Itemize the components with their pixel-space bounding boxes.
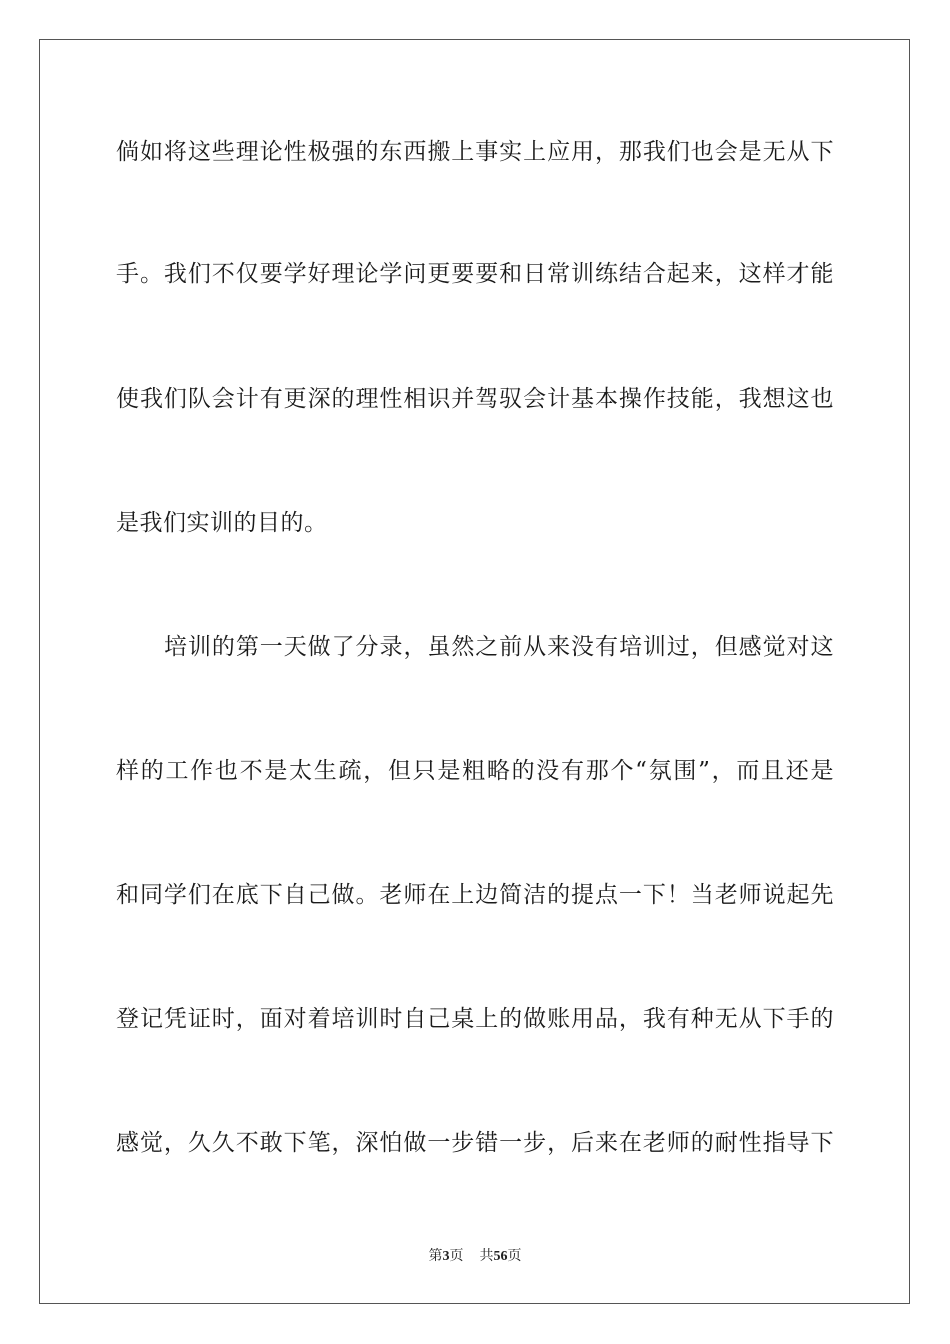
paragraph-line-9: 感觉，久久不敢下笔，深怕做一步错一步，后来在老师的耐性指导下 <box>116 1130 834 1156</box>
footer-total-suffix: 页 <box>507 1248 522 1264</box>
paragraph-line-2: 手。我们不仅要学好理论学问更要要和日常训练结合起来，这样才能 <box>116 261 834 287</box>
paragraph-line-4: 是我们实训的目的。 <box>116 510 328 536</box>
paragraph-line-8: 登记凭证时，面对着培训时自己桌上的做账用品，我有种无从下手的 <box>116 1006 834 1032</box>
page-footer <box>0 1247 950 1266</box>
paragraph-line-5: 培训的第一天做了分录，虽然之前从来没有培训过，但感觉对这 <box>164 634 834 660</box>
paragraph-line-7: 和同学们在底下自己做。老师在上边简洁的提点一下！当老师说起先 <box>116 882 834 908</box>
footer-page-number: 3 <box>442 1249 450 1264</box>
footer-page-suffix: 页 <box>449 1248 464 1264</box>
paragraph-line-3: 使我们队会计有更深的理性相识并驾驭会计基本操作技能，我想这也 <box>116 386 834 412</box>
footer-total-prefix: 共 <box>479 1248 494 1264</box>
paragraph-line-6: 样的工作也不是太生疏，但只是粗略的没有那个“氛围”，而且还是 <box>116 758 834 784</box>
paragraph-line-1: 倘如将这些理论性极强的东西搬上事实上应用，那我们也会是无从下 <box>116 139 834 165</box>
footer-total-pages: 56 <box>493 1249 508 1264</box>
footer-page-prefix: 第 <box>428 1248 443 1264</box>
page-border <box>39 39 910 1304</box>
